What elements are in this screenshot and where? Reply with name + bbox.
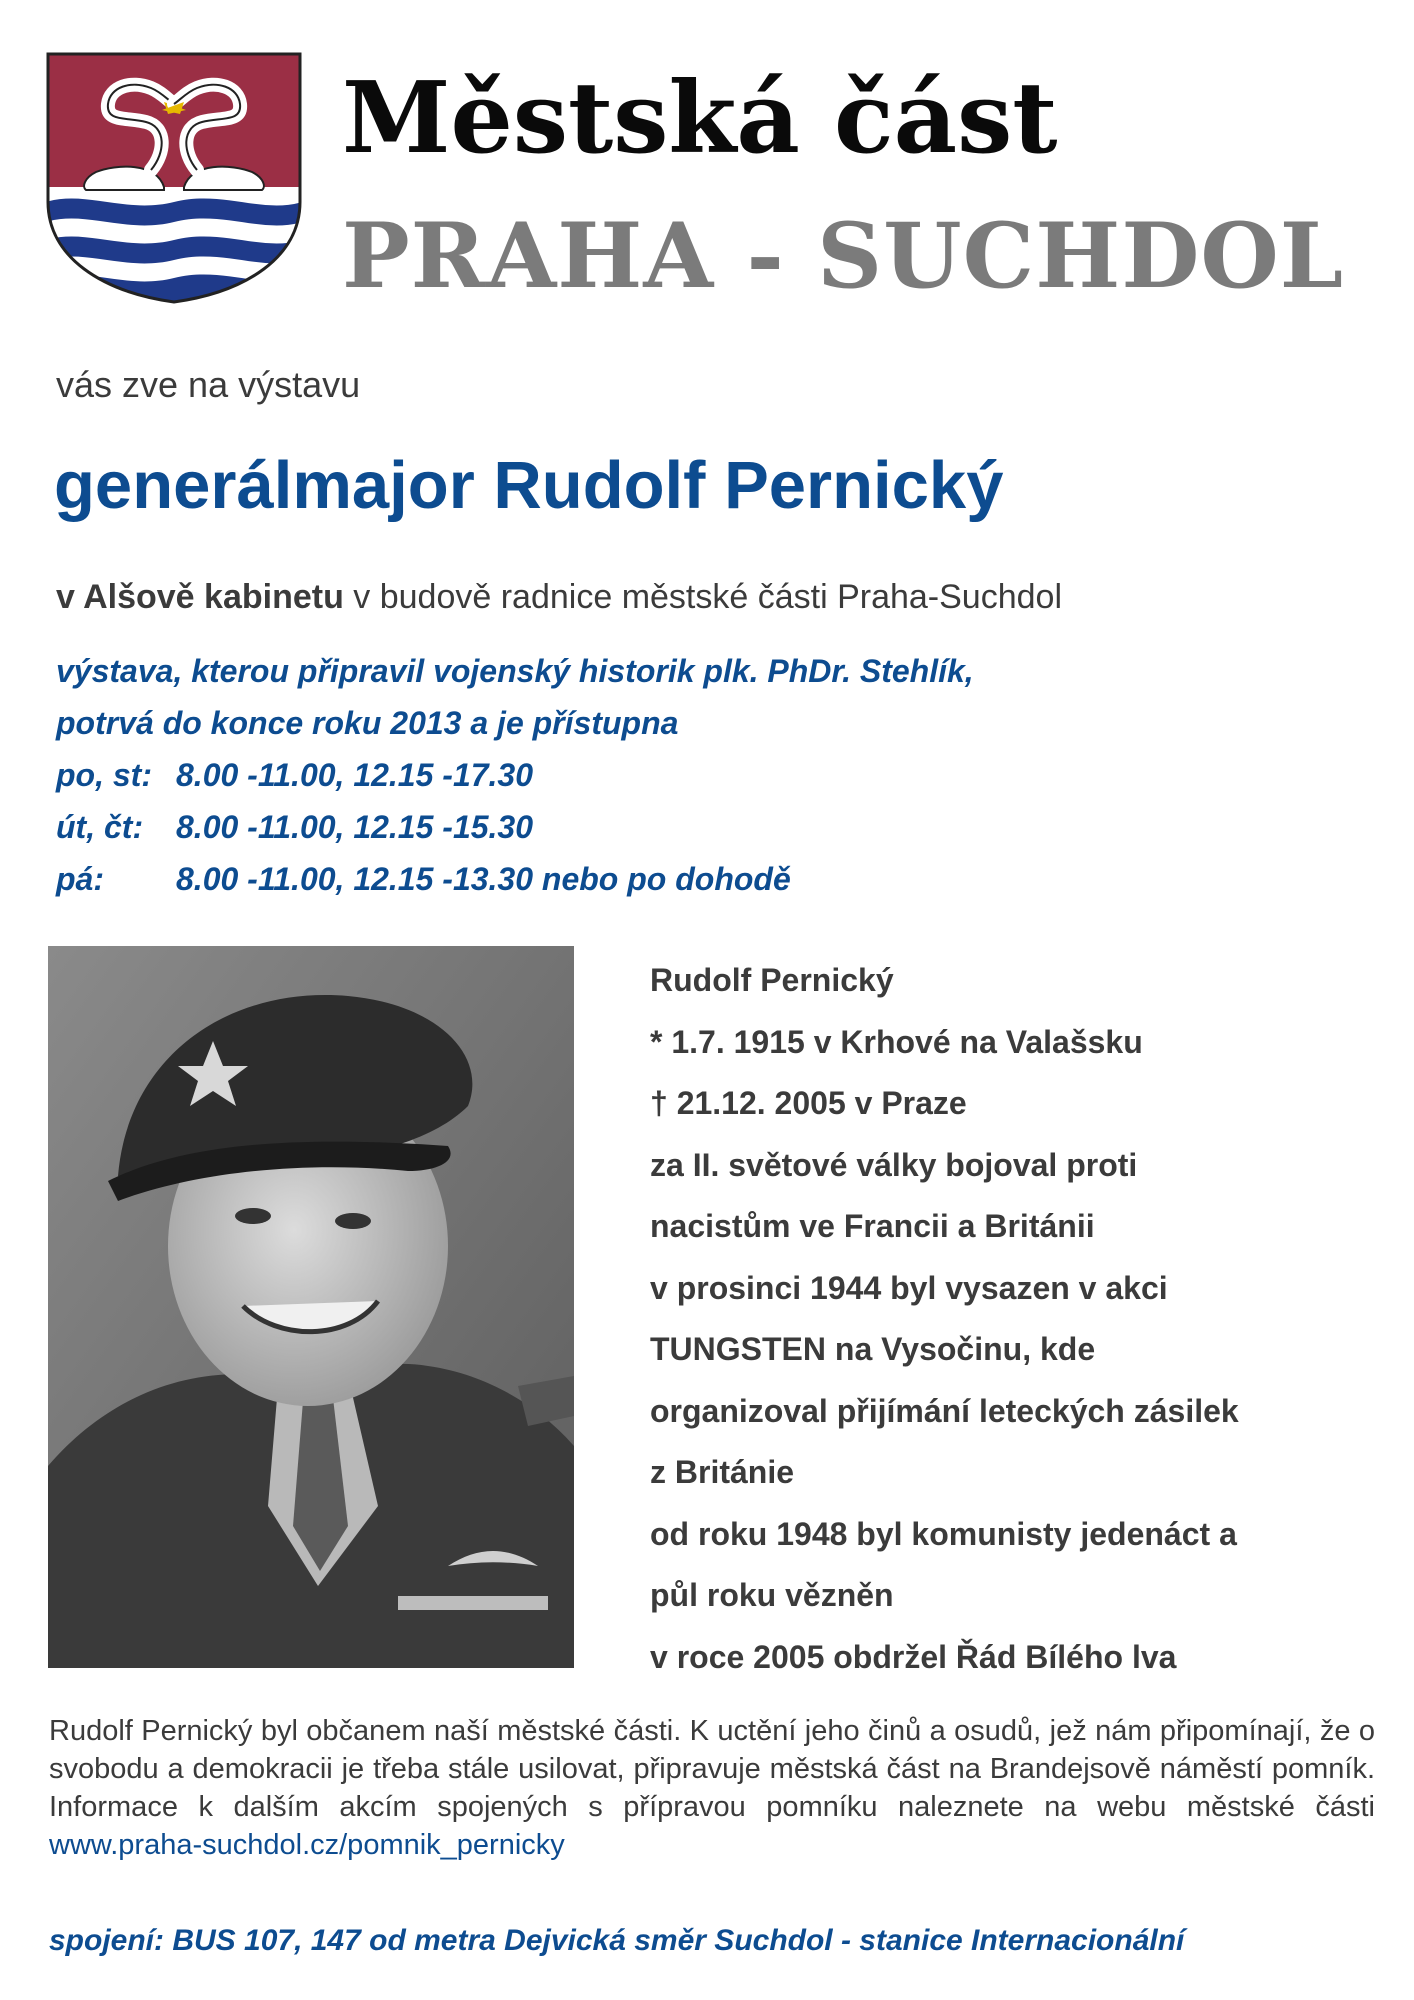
details-line-2: potrvá do konce roku 2013 a je přístupna (56, 705, 679, 741)
bio-line: organizoval přijímání leteckých zásilek (650, 1392, 1239, 1429)
bio-line: od roku 1948 byl komunisty jedenáct a (650, 1515, 1237, 1552)
hours-day: po, st: (56, 757, 152, 793)
exhibition-details (56, 645, 974, 905)
memorial-paragraph (49, 1712, 1375, 1864)
venue-bold: v Alšově kabinetu (56, 578, 344, 616)
hours-row (56, 801, 974, 853)
exhibition-headline: generálmajor Rudolf Pernický (54, 448, 1004, 523)
bio-line: TUNGSTEN na Vysočinu, kde (650, 1331, 1096, 1367)
biography (650, 950, 1239, 1688)
bio-line: v roce 2005 obdržel Řád Bílého lva (650, 1638, 1177, 1675)
portrait-photo-icon (48, 946, 574, 1668)
bio-line: za II. světové války bojoval proti (650, 1146, 1138, 1183)
hours-time: 8.00 -11.00, 12.15 -15.30 (176, 809, 534, 845)
bio-line: z Británie (650, 1454, 795, 1490)
hours-time: 8.00 -11.00, 12.15 -17.30 (176, 757, 534, 793)
memorial-link[interactable]: www.praha-suchdol.cz/pomnik_pernicky (49, 1829, 565, 1861)
transport-info: spojení: BUS 107, 147 od metra Dejvická směr Suchdol - stanice Internacionální (49, 1924, 1185, 1957)
venue-line (56, 578, 1062, 617)
paragraph-text: Rudolf Pernický byl občanem naší městské části. K uctění jeho činů a osudů, jež nám připomínají, že o svobodu a demokracii je třeba stále usilovat, připravuje městská část na Brandejsově náměstí pomník. Informace k dalším akcím spojených s přípravou pomníku naleznete na webu městské části (49, 1715, 1375, 1823)
hours-day: pá: (56, 861, 104, 897)
hours-day: út, čt: (56, 809, 144, 845)
venue-rest: v budově radnice městské části Praha-Suchdol (343, 578, 1062, 616)
bio-line: Rudolf Pernický (650, 962, 894, 998)
hours-row (56, 749, 974, 801)
title-line-2: PRAHA - SUCHDOL (342, 203, 1345, 309)
bio-line: † 21.12. 2005 v Praze (650, 1085, 967, 1121)
title-line-1: Městská část (342, 61, 1058, 176)
details-line-1: výstava, kterou připravil vojenský historik plk. PhDr. Stehlík, (56, 653, 974, 689)
coat-of-arms-icon (46, 52, 302, 304)
hours-time: 8.00 -11.00, 12.15 -13.30 nebo po dohodě (176, 861, 791, 897)
bio-line: v prosinci 1944 byl vysazen v akci (650, 1269, 1168, 1306)
invite-text: vás zve na výstavu (56, 364, 361, 405)
bio-line: nacistům ve Francii a Británii (650, 1208, 1095, 1244)
bio-line: * 1.7. 1915 v Krhové na Valašsku (650, 1023, 1143, 1060)
bio-line: půl roku vězněn (650, 1577, 894, 1613)
hours-row (56, 853, 974, 905)
